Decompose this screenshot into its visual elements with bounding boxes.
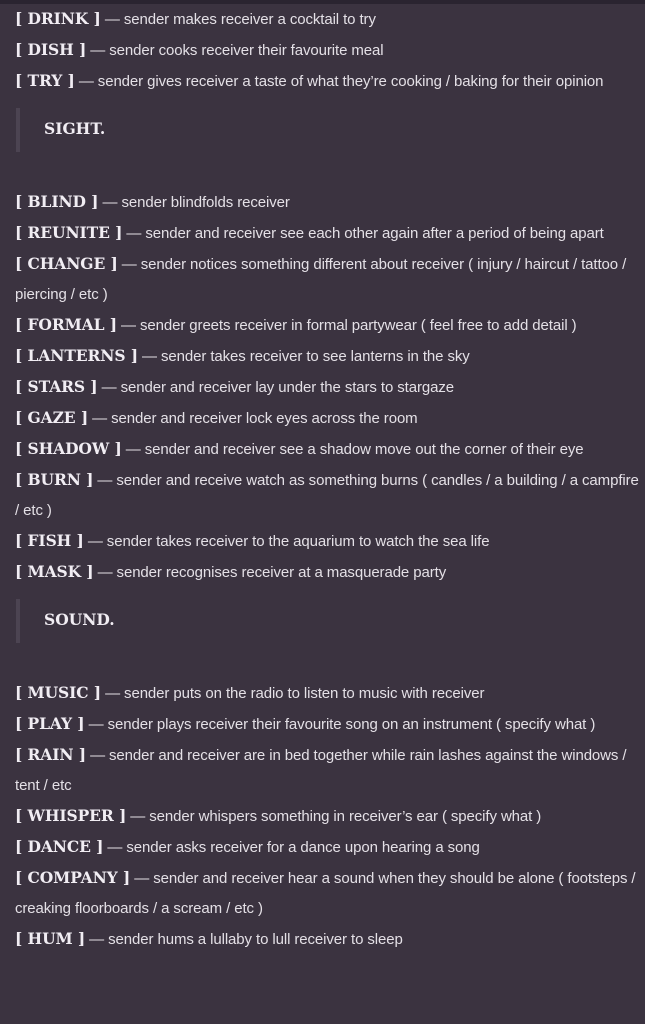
prompt-description: — sender whispers something in receiver’s ear ( specify what ) <box>126 808 542 825</box>
prompt-description: — sender and receiver are in bed together while rain lashes against the windows / tent / etc <box>15 747 627 794</box>
prompt-description: — sender blindfolds receiver <box>98 194 290 211</box>
prompt-description: — sender and receive watch as something burns ( candles / a building / a campfire / etc ) <box>15 472 639 519</box>
prompt-keyword: [ CHANGE ] <box>15 254 118 273</box>
section-title: SIGHT. <box>44 119 106 138</box>
prompt-description: — sender puts on the radio to listen to music with receiver <box>101 685 485 702</box>
prompt-entry-whisper <box>15 801 641 832</box>
prompt-description: — sender takes receiver to the aquarium to watch the sea life <box>83 533 490 550</box>
prompt-entry-company <box>15 863 641 924</box>
section-taste <box>15 4 641 97</box>
prompt-description: — sender plays receiver their favourite song on an instrument ( specify what ) <box>84 716 596 733</box>
prompt-entry-try <box>15 66 641 97</box>
prompt-entry-change <box>15 249 641 310</box>
prompt-entry-fish <box>15 526 641 557</box>
prompt-keyword: [ DISH ] <box>15 40 87 59</box>
prompt-description: — sender greets receiver in formal partywear ( feel free to add detail ) <box>116 317 577 334</box>
prompt-keyword: [ DANCE ] <box>15 837 104 856</box>
prompt-keyword: [ MUSIC ] <box>15 683 102 702</box>
prompt-description: — sender recognises receiver at a masquerade party <box>93 564 447 581</box>
prompt-entry-reunite <box>15 218 641 249</box>
prompt-description: — sender and receiver see a shadow move out the corner of their eye <box>121 441 584 458</box>
prompt-keyword: [ PLAY ] <box>15 714 85 733</box>
prompt-description: — sender notices something different about receiver ( injury / haircut / tattoo / piercing / etc ) <box>15 256 627 303</box>
prompt-entry-stars <box>15 372 641 403</box>
prompt-keyword: [ DRINK ] <box>15 9 101 28</box>
prompt-keyword: [ STARS ] <box>15 377 98 396</box>
section-sound <box>15 678 641 955</box>
prompt-keyword: [ FORMAL ] <box>15 315 117 334</box>
prompt-keyword: [ WHISPER ] <box>15 806 127 825</box>
section-title: SOUND. <box>44 610 115 629</box>
prompt-entry-lanterns <box>15 341 641 372</box>
prompt-entry-gaze <box>15 403 641 434</box>
prompt-keyword: [ BLIND ] <box>15 192 99 211</box>
section-heading-sound <box>15 588 641 648</box>
prompt-entry-blind <box>15 187 641 218</box>
prompt-entry-mask <box>15 557 641 588</box>
prompt-entry-dance <box>15 832 641 863</box>
prompt-keyword: [ LANTERNS ] <box>15 346 138 365</box>
prompt-description: — sender cooks receiver their favourite meal <box>86 42 384 59</box>
section-sight <box>15 187 641 588</box>
prompt-keyword: [ TRY ] <box>15 71 75 90</box>
prompt-keyword: [ RAIN ] <box>15 745 86 764</box>
prompt-entry-music <box>15 678 641 709</box>
prompt-list <box>15 4 641 955</box>
blockquote-bar <box>16 108 20 152</box>
prompt-keyword: [ BURN ] <box>15 470 94 489</box>
prompt-description: — sender hums a lullaby to lull receiver to sleep <box>85 931 403 948</box>
prompt-keyword: [ FISH ] <box>15 531 84 550</box>
prompt-description: — sender gives receiver a taste of what they’re cooking / baking for their opinion <box>74 73 604 90</box>
prompt-description: — sender asks receiver for a dance upon hearing a song <box>103 839 480 856</box>
prompt-description: — sender and receiver lay under the stars to stargaze <box>97 379 455 396</box>
prompt-keyword: [ COMPANY ] <box>15 868 131 887</box>
prompt-keyword: [ REUNITE ] <box>15 223 123 242</box>
prompt-description: — sender takes receiver to see lanterns in the sky <box>137 348 470 365</box>
prompt-keyword: [ MASK ] <box>15 562 94 581</box>
prompt-description: — sender and receiver see each other again after a period of being apart <box>122 225 604 242</box>
prompt-entry-dish <box>15 35 641 66</box>
prompt-entry-burn <box>15 465 641 526</box>
prompt-entry-formal <box>15 310 641 341</box>
prompt-entry-hum <box>15 924 641 955</box>
prompt-keyword: [ GAZE ] <box>15 408 89 427</box>
section-heading-sight <box>15 97 641 157</box>
prompt-entry-play <box>15 709 641 740</box>
prompt-description: — sender and receiver hear a sound when they should be alone ( footsteps / creaking floorboards / a scream / etc ) <box>15 870 636 917</box>
prompt-keyword: [ HUM ] <box>15 929 86 948</box>
blockquote-bar <box>16 599 20 643</box>
prompt-entry-drink <box>15 4 641 35</box>
prompt-entry-shadow <box>15 434 641 465</box>
prompt-description: — sender makes receiver a cocktail to try <box>100 11 376 28</box>
prompt-description: — sender and receiver lock eyes across the room <box>88 410 418 427</box>
prompt-entry-rain <box>15 740 641 801</box>
prompt-keyword: [ SHADOW ] <box>15 439 122 458</box>
